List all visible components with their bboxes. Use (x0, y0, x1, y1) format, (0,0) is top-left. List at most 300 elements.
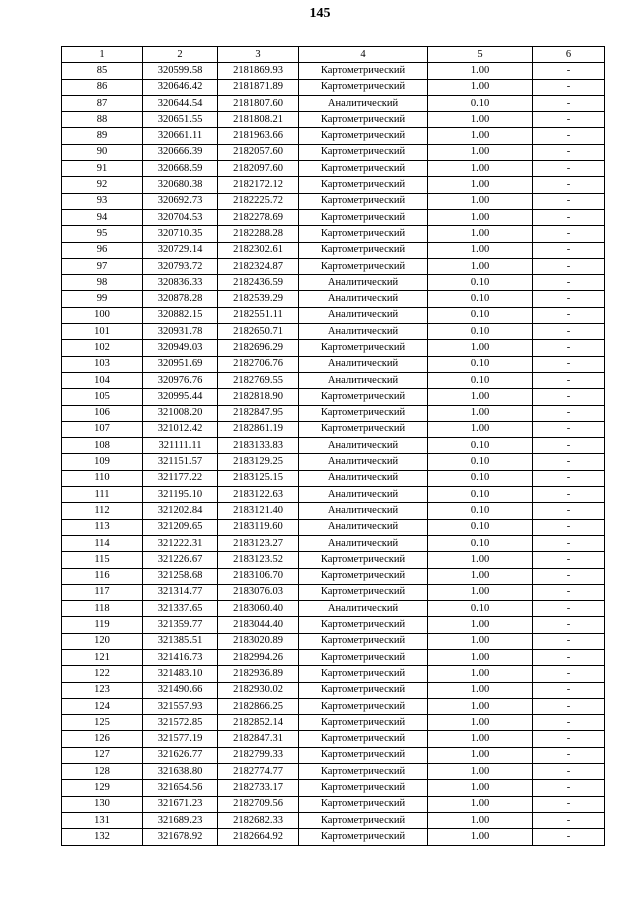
table-row (62, 829, 605, 845)
method-cell: Картометрический (299, 796, 428, 812)
method-cell: Картометрический (299, 128, 428, 144)
table-row (62, 519, 605, 535)
y-coordinate-cell: 2182769.55 (218, 372, 299, 388)
column-header: 2 (143, 47, 218, 63)
method-cell: Аналитический (299, 454, 428, 470)
table-body (62, 63, 605, 845)
point-number-cell: 118 (62, 601, 143, 617)
accuracy-cell: 1.00 (428, 812, 533, 828)
accuracy-cell: 1.00 (428, 405, 533, 421)
table-row (62, 568, 605, 584)
point-number-cell: 124 (62, 698, 143, 714)
accuracy-cell: 0.10 (428, 372, 533, 388)
note-cell: - (533, 226, 605, 242)
x-coordinate-cell: 320704.53 (143, 209, 218, 225)
point-number-cell: 86 (62, 79, 143, 95)
y-coordinate-cell: 2183123.27 (218, 535, 299, 551)
point-number-cell: 92 (62, 177, 143, 193)
x-coordinate-cell: 320651.55 (143, 112, 218, 128)
method-cell: Картометрический (299, 389, 428, 405)
x-coordinate-cell: 320668.59 (143, 161, 218, 177)
x-coordinate-cell: 321111.11 (143, 438, 218, 454)
accuracy-cell: 0.10 (428, 519, 533, 535)
y-coordinate-cell: 2182225.72 (218, 193, 299, 209)
note-cell: - (533, 405, 605, 421)
y-coordinate-cell: 2182696.29 (218, 340, 299, 356)
y-coordinate-cell: 2182551.11 (218, 307, 299, 323)
x-coordinate-cell: 321654.56 (143, 780, 218, 796)
point-number-cell: 113 (62, 519, 143, 535)
x-coordinate-cell: 320644.54 (143, 95, 218, 111)
note-cell: - (533, 112, 605, 128)
x-coordinate-cell: 320680.38 (143, 177, 218, 193)
y-coordinate-cell: 2182302.61 (218, 242, 299, 258)
point-number-cell: 125 (62, 715, 143, 731)
point-number-cell: 88 (62, 112, 143, 128)
x-coordinate-cell: 320661.11 (143, 128, 218, 144)
table-row (62, 487, 605, 503)
table-row (62, 275, 605, 291)
accuracy-cell: 1.00 (428, 568, 533, 584)
accuracy-cell: 1.00 (428, 340, 533, 356)
table-row (62, 601, 605, 617)
method-cell: Картометрический (299, 242, 428, 258)
point-number-cell: 100 (62, 307, 143, 323)
accuracy-cell: 1.00 (428, 242, 533, 258)
method-cell: Картометрический (299, 812, 428, 828)
y-coordinate-cell: 2182324.87 (218, 258, 299, 274)
point-number-cell: 112 (62, 503, 143, 519)
method-cell: Картометрический (299, 649, 428, 665)
y-coordinate-cell: 2182847.95 (218, 405, 299, 421)
point-number-cell: 104 (62, 372, 143, 388)
note-cell: - (533, 796, 605, 812)
method-cell: Картометрический (299, 698, 428, 714)
point-number-cell: 119 (62, 617, 143, 633)
method-cell: Картометрический (299, 79, 428, 95)
table-row (62, 682, 605, 698)
table-row (62, 372, 605, 388)
y-coordinate-cell: 2182799.33 (218, 747, 299, 763)
column-header: 5 (428, 47, 533, 63)
x-coordinate-cell: 321209.65 (143, 519, 218, 535)
method-cell: Картометрический (299, 780, 428, 796)
x-coordinate-cell: 320882.15 (143, 307, 218, 323)
note-cell: - (533, 666, 605, 682)
point-number-cell: 87 (62, 95, 143, 111)
accuracy-cell: 0.10 (428, 324, 533, 340)
method-cell: Картометрический (299, 584, 428, 600)
note-cell: - (533, 324, 605, 340)
method-cell: Картометрический (299, 682, 428, 698)
column-header: 6 (533, 47, 605, 63)
method-cell: Картометрический (299, 747, 428, 763)
note-cell: - (533, 470, 605, 486)
method-cell: Аналитический (299, 356, 428, 372)
method-cell: Картометрический (299, 617, 428, 633)
note-cell: - (533, 649, 605, 665)
table-row (62, 291, 605, 307)
table-row (62, 584, 605, 600)
table-row (62, 95, 605, 111)
point-number-cell: 126 (62, 731, 143, 747)
note-cell: - (533, 487, 605, 503)
y-coordinate-cell: 2183076.03 (218, 584, 299, 600)
method-cell: Картометрический (299, 715, 428, 731)
point-number-cell: 116 (62, 568, 143, 584)
method-cell: Картометрический (299, 405, 428, 421)
method-cell: Картометрический (299, 226, 428, 242)
note-cell: - (533, 731, 605, 747)
accuracy-cell: 1.00 (428, 731, 533, 747)
x-coordinate-cell: 320878.28 (143, 291, 218, 307)
note-cell: - (533, 454, 605, 470)
x-coordinate-cell: 320931.78 (143, 324, 218, 340)
method-cell: Аналитический (299, 503, 428, 519)
x-coordinate-cell: 320949.03 (143, 340, 218, 356)
accuracy-cell: 1.00 (428, 764, 533, 780)
accuracy-cell: 0.10 (428, 438, 533, 454)
y-coordinate-cell: 2181807.60 (218, 95, 299, 111)
method-cell: Картометрический (299, 193, 428, 209)
accuracy-cell: 1.00 (428, 128, 533, 144)
point-number-cell: 121 (62, 649, 143, 665)
table-row (62, 161, 605, 177)
table-row (62, 731, 605, 747)
x-coordinate-cell: 320710.35 (143, 226, 218, 242)
x-coordinate-cell: 320729.14 (143, 242, 218, 258)
x-coordinate-cell: 321222.31 (143, 535, 218, 551)
table-row (62, 552, 605, 568)
y-coordinate-cell: 2181963.66 (218, 128, 299, 144)
table-row (62, 389, 605, 405)
table-row (62, 209, 605, 225)
y-coordinate-cell: 2182930.02 (218, 682, 299, 698)
point-number-cell: 111 (62, 487, 143, 503)
x-coordinate-cell: 321572.85 (143, 715, 218, 731)
y-coordinate-cell: 2182682.33 (218, 812, 299, 828)
coordinates-table (61, 46, 605, 846)
method-cell: Аналитический (299, 601, 428, 617)
note-cell: - (533, 682, 605, 698)
point-number-cell: 127 (62, 747, 143, 763)
y-coordinate-cell: 2182852.14 (218, 715, 299, 731)
point-number-cell: 99 (62, 291, 143, 307)
y-coordinate-cell: 2182733.17 (218, 780, 299, 796)
x-coordinate-cell: 321337.65 (143, 601, 218, 617)
accuracy-cell: 1.00 (428, 780, 533, 796)
accuracy-cell: 0.10 (428, 487, 533, 503)
y-coordinate-cell: 2182706.76 (218, 356, 299, 372)
accuracy-cell: 1.00 (428, 144, 533, 160)
point-number-cell: 90 (62, 144, 143, 160)
point-number-cell: 110 (62, 470, 143, 486)
table-row (62, 79, 605, 95)
accuracy-cell: 1.00 (428, 421, 533, 437)
y-coordinate-cell: 2182994.26 (218, 649, 299, 665)
x-coordinate-cell: 321689.23 (143, 812, 218, 828)
note-cell: - (533, 144, 605, 160)
table-row (62, 796, 605, 812)
note-cell: - (533, 95, 605, 111)
y-coordinate-cell: 2182278.69 (218, 209, 299, 225)
x-coordinate-cell: 320976.76 (143, 372, 218, 388)
y-coordinate-cell: 2182847.31 (218, 731, 299, 747)
note-cell: - (533, 372, 605, 388)
method-cell: Картометрический (299, 258, 428, 274)
note-cell: - (533, 601, 605, 617)
table-row (62, 503, 605, 519)
accuracy-cell: 1.00 (428, 209, 533, 225)
note-cell: - (533, 209, 605, 225)
table-row (62, 649, 605, 665)
y-coordinate-cell: 2182539.29 (218, 291, 299, 307)
y-coordinate-cell: 2183125.15 (218, 470, 299, 486)
x-coordinate-cell: 320995.44 (143, 389, 218, 405)
point-number-cell: 120 (62, 633, 143, 649)
y-coordinate-cell: 2182436.59 (218, 275, 299, 291)
accuracy-cell: 1.00 (428, 226, 533, 242)
method-cell: Картометрический (299, 112, 428, 128)
point-number-cell: 129 (62, 780, 143, 796)
y-coordinate-cell: 2182709.56 (218, 796, 299, 812)
table-row (62, 535, 605, 551)
note-cell: - (533, 193, 605, 209)
y-coordinate-cell: 2182650.71 (218, 324, 299, 340)
table-row (62, 764, 605, 780)
x-coordinate-cell: 321416.73 (143, 649, 218, 665)
table-row (62, 193, 605, 209)
y-coordinate-cell: 2181869.93 (218, 63, 299, 79)
accuracy-cell: 1.00 (428, 633, 533, 649)
note-cell: - (533, 764, 605, 780)
method-cell: Аналитический (299, 275, 428, 291)
accuracy-cell: 0.10 (428, 307, 533, 323)
note-cell: - (533, 617, 605, 633)
method-cell: Аналитический (299, 470, 428, 486)
point-number-cell: 91 (62, 161, 143, 177)
y-coordinate-cell: 2183020.89 (218, 633, 299, 649)
x-coordinate-cell: 321012.42 (143, 421, 218, 437)
column-header: 4 (299, 47, 428, 63)
y-coordinate-cell: 2183060.40 (218, 601, 299, 617)
method-cell: Аналитический (299, 535, 428, 551)
y-coordinate-cell: 2182866.25 (218, 698, 299, 714)
accuracy-cell: 1.00 (428, 649, 533, 665)
note-cell: - (533, 715, 605, 731)
y-coordinate-cell: 2182057.60 (218, 144, 299, 160)
table-row (62, 470, 605, 486)
y-coordinate-cell: 2183123.52 (218, 552, 299, 568)
accuracy-cell: 0.10 (428, 95, 533, 111)
accuracy-cell: 0.10 (428, 503, 533, 519)
note-cell: - (533, 63, 605, 79)
y-coordinate-cell: 2183044.40 (218, 617, 299, 633)
note-cell: - (533, 780, 605, 796)
accuracy-cell: 1.00 (428, 258, 533, 274)
accuracy-cell: 1.00 (428, 193, 533, 209)
table-row (62, 633, 605, 649)
x-coordinate-cell: 321490.66 (143, 682, 218, 698)
x-coordinate-cell: 320646.42 (143, 79, 218, 95)
table-row (62, 177, 605, 193)
point-number-cell: 85 (62, 63, 143, 79)
note-cell: - (533, 389, 605, 405)
accuracy-cell: 0.10 (428, 291, 533, 307)
point-number-cell: 109 (62, 454, 143, 470)
method-cell: Картометрический (299, 633, 428, 649)
table-row (62, 780, 605, 796)
table-row (62, 112, 605, 128)
point-number-cell: 122 (62, 666, 143, 682)
table-row (62, 617, 605, 633)
point-number-cell: 108 (62, 438, 143, 454)
table-row (62, 421, 605, 437)
y-coordinate-cell: 2181871.89 (218, 79, 299, 95)
x-coordinate-cell: 321008.20 (143, 405, 218, 421)
x-coordinate-cell: 321202.84 (143, 503, 218, 519)
note-cell: - (533, 356, 605, 372)
table-row (62, 242, 605, 258)
x-coordinate-cell: 321385.51 (143, 633, 218, 649)
table-row (62, 63, 605, 79)
note-cell: - (533, 698, 605, 714)
table-row (62, 666, 605, 682)
point-number-cell: 94 (62, 209, 143, 225)
y-coordinate-cell: 2183122.63 (218, 487, 299, 503)
accuracy-cell: 1.00 (428, 552, 533, 568)
table-row (62, 698, 605, 714)
table-row (62, 438, 605, 454)
y-coordinate-cell: 2183129.25 (218, 454, 299, 470)
accuracy-cell: 0.10 (428, 470, 533, 486)
x-coordinate-cell: 320951.69 (143, 356, 218, 372)
point-number-cell: 105 (62, 389, 143, 405)
table-row (62, 226, 605, 242)
point-number-cell: 98 (62, 275, 143, 291)
x-coordinate-cell: 321314.77 (143, 584, 218, 600)
accuracy-cell: 1.00 (428, 389, 533, 405)
x-coordinate-cell: 320666.39 (143, 144, 218, 160)
accuracy-cell: 1.00 (428, 161, 533, 177)
note-cell: - (533, 535, 605, 551)
table-row (62, 356, 605, 372)
accuracy-cell: 1.00 (428, 177, 533, 193)
table-row (62, 258, 605, 274)
x-coordinate-cell: 320599.58 (143, 63, 218, 79)
y-coordinate-cell: 2183119.60 (218, 519, 299, 535)
note-cell: - (533, 747, 605, 763)
accuracy-cell: 1.00 (428, 796, 533, 812)
table-row (62, 405, 605, 421)
note-cell: - (533, 79, 605, 95)
x-coordinate-cell: 321359.77 (143, 617, 218, 633)
accuracy-cell: 0.10 (428, 275, 533, 291)
method-cell: Аналитический (299, 291, 428, 307)
method-cell: Аналитический (299, 438, 428, 454)
note-cell: - (533, 161, 605, 177)
x-coordinate-cell: 320692.73 (143, 193, 218, 209)
column-header: 1 (62, 47, 143, 63)
table-row (62, 715, 605, 731)
note-cell: - (533, 568, 605, 584)
note-cell: - (533, 421, 605, 437)
table-row (62, 747, 605, 763)
point-number-cell: 128 (62, 764, 143, 780)
x-coordinate-cell: 321226.67 (143, 552, 218, 568)
x-coordinate-cell: 321577.19 (143, 731, 218, 747)
note-cell: - (533, 177, 605, 193)
accuracy-cell: 1.00 (428, 747, 533, 763)
column-header: 3 (218, 47, 299, 63)
page-number: 145 (309, 6, 331, 21)
x-coordinate-cell: 321195.10 (143, 487, 218, 503)
x-coordinate-cell: 321557.93 (143, 698, 218, 714)
note-cell: - (533, 552, 605, 568)
point-number-cell: 107 (62, 421, 143, 437)
x-coordinate-cell: 321258.68 (143, 568, 218, 584)
note-cell: - (533, 307, 605, 323)
accuracy-cell: 1.00 (428, 666, 533, 682)
point-number-cell: 101 (62, 324, 143, 340)
y-coordinate-cell: 2183106.70 (218, 568, 299, 584)
x-coordinate-cell: 320793.72 (143, 258, 218, 274)
y-coordinate-cell: 2182172.12 (218, 177, 299, 193)
table-row (62, 340, 605, 356)
point-number-cell: 97 (62, 258, 143, 274)
note-cell: - (533, 242, 605, 258)
method-cell: Картометрический (299, 829, 428, 845)
method-cell: Аналитический (299, 95, 428, 111)
accuracy-cell: 1.00 (428, 617, 533, 633)
y-coordinate-cell: 2182861.19 (218, 421, 299, 437)
point-number-cell: 123 (62, 682, 143, 698)
accuracy-cell: 1.00 (428, 584, 533, 600)
method-cell: Картометрический (299, 340, 428, 356)
method-cell: Аналитический (299, 307, 428, 323)
point-number-cell: 117 (62, 584, 143, 600)
method-cell: Картометрический (299, 731, 428, 747)
point-number-cell: 131 (62, 812, 143, 828)
y-coordinate-cell: 2182936.89 (218, 666, 299, 682)
note-cell: - (533, 258, 605, 274)
x-coordinate-cell: 321671.23 (143, 796, 218, 812)
method-cell: Картометрический (299, 568, 428, 584)
accuracy-cell: 0.10 (428, 601, 533, 617)
accuracy-cell: 1.00 (428, 682, 533, 698)
method-cell: Картометрический (299, 177, 428, 193)
method-cell: Картометрический (299, 421, 428, 437)
note-cell: - (533, 812, 605, 828)
accuracy-cell: 1.00 (428, 698, 533, 714)
point-number-cell: 106 (62, 405, 143, 421)
y-coordinate-cell: 2181808.21 (218, 112, 299, 128)
note-cell: - (533, 275, 605, 291)
y-coordinate-cell: 2182288.28 (218, 226, 299, 242)
method-cell: Аналитический (299, 324, 428, 340)
method-cell: Картометрический (299, 764, 428, 780)
accuracy-cell: 1.00 (428, 63, 533, 79)
table-row (62, 144, 605, 160)
point-number-cell: 96 (62, 242, 143, 258)
y-coordinate-cell: 2182774.77 (218, 764, 299, 780)
method-cell: Картометрический (299, 552, 428, 568)
method-cell: Картометрический (299, 144, 428, 160)
point-number-cell: 102 (62, 340, 143, 356)
point-number-cell: 115 (62, 552, 143, 568)
x-coordinate-cell: 321626.77 (143, 747, 218, 763)
accuracy-cell: 1.00 (428, 715, 533, 731)
